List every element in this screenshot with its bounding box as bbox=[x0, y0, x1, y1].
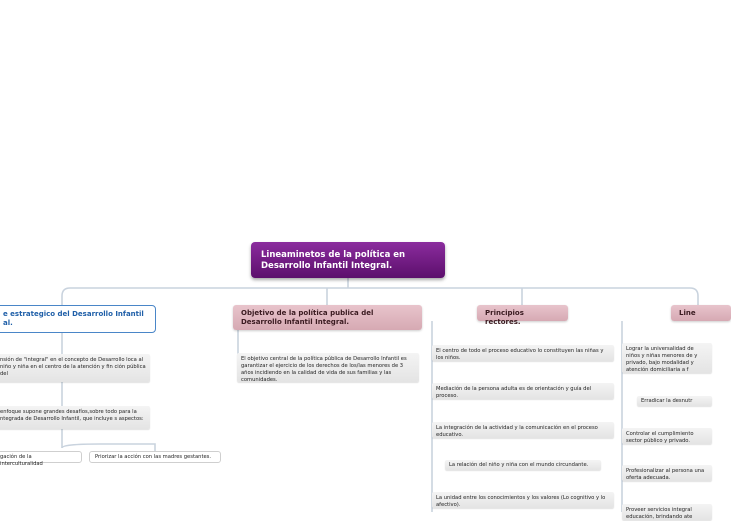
leaf-principio-centro[interactable]: El centro de todo el proceso educativo lo constituyen las niñas y los niños. bbox=[432, 345, 614, 361]
leaf-profesionalizar[interactable]: Profesionalizar al persona una oferta adecuada. bbox=[622, 465, 712, 481]
leaf-principio-mediacion[interactable]: Mediación de la persona adulta es de orientación y guía del proceso. bbox=[432, 383, 614, 399]
leaf-principio-unidad[interactable]: La unidad entre los conocimientos y los valores (Lo cognitivo y lo afectivo). bbox=[432, 492, 614, 508]
branch-lineamientos[interactable]: Line bbox=[671, 305, 731, 321]
branch-principios[interactable]: Principios rectores. bbox=[477, 305, 568, 321]
leaf-control-cumplimiento[interactable]: Controlar el cumplimiento sector público y privado. bbox=[622, 428, 712, 444]
root-node[interactable]: Lineaminetos de la política en Desarrollo Infantil Integral. bbox=[251, 242, 445, 278]
leaf-interculturalidad[interactable]: gación de la interculturalidad bbox=[0, 451, 82, 463]
leaf-objetivo-central[interactable]: El objetivo central de la política pública de Desarrollo Infantil es garantizar el ejercicio de los derechos de los/las menores de 3 años incidiendo en la calidad de vida de sus familias y las comunidades. bbox=[237, 353, 419, 382]
leaf-universalidad[interactable]: Lograr la universalidad de niños y niñas menores de y privado, bajo modalidad y atención domiciliaria a f bbox=[622, 343, 712, 373]
branch-objetivo[interactable]: Objetivo de la política publica del Desarrollo Infantil Integral. bbox=[233, 305, 422, 330]
leaf-principio-relacion[interactable]: La relación del niño y niña con el mundo circundante. bbox=[445, 460, 601, 470]
leaf-concepto-integral[interactable]: nsión de "integral" en el concepto de Desarrollo loca al niño y niña en el centro de la atención y fin ción pública del bbox=[0, 354, 150, 382]
leaf-madres-gestantes[interactable]: Priorizar la acción con las madres gestantes. bbox=[89, 451, 221, 463]
branch-marco-estrategico[interactable]: e estrategico del Desarrollo Infantil al. bbox=[0, 305, 156, 333]
leaf-servicios-integrales[interactable]: Proveer servicios integral educación, brindando ate bbox=[622, 504, 712, 520]
leaf-enfoque-desafios[interactable]: enfoque supone grandes desafíos,sobre todo para la ntegrada de Desarrollo Infantil, que incluye s aspectos: bbox=[0, 406, 150, 429]
connector-horizontal bbox=[62, 288, 698, 305]
leaf-principio-integracion[interactable]: La integración de la actividad y la comunicación en el proceso educativo. bbox=[432, 422, 614, 438]
leaf-desnutricion[interactable]: Erradicar la desnutr bbox=[637, 396, 712, 406]
